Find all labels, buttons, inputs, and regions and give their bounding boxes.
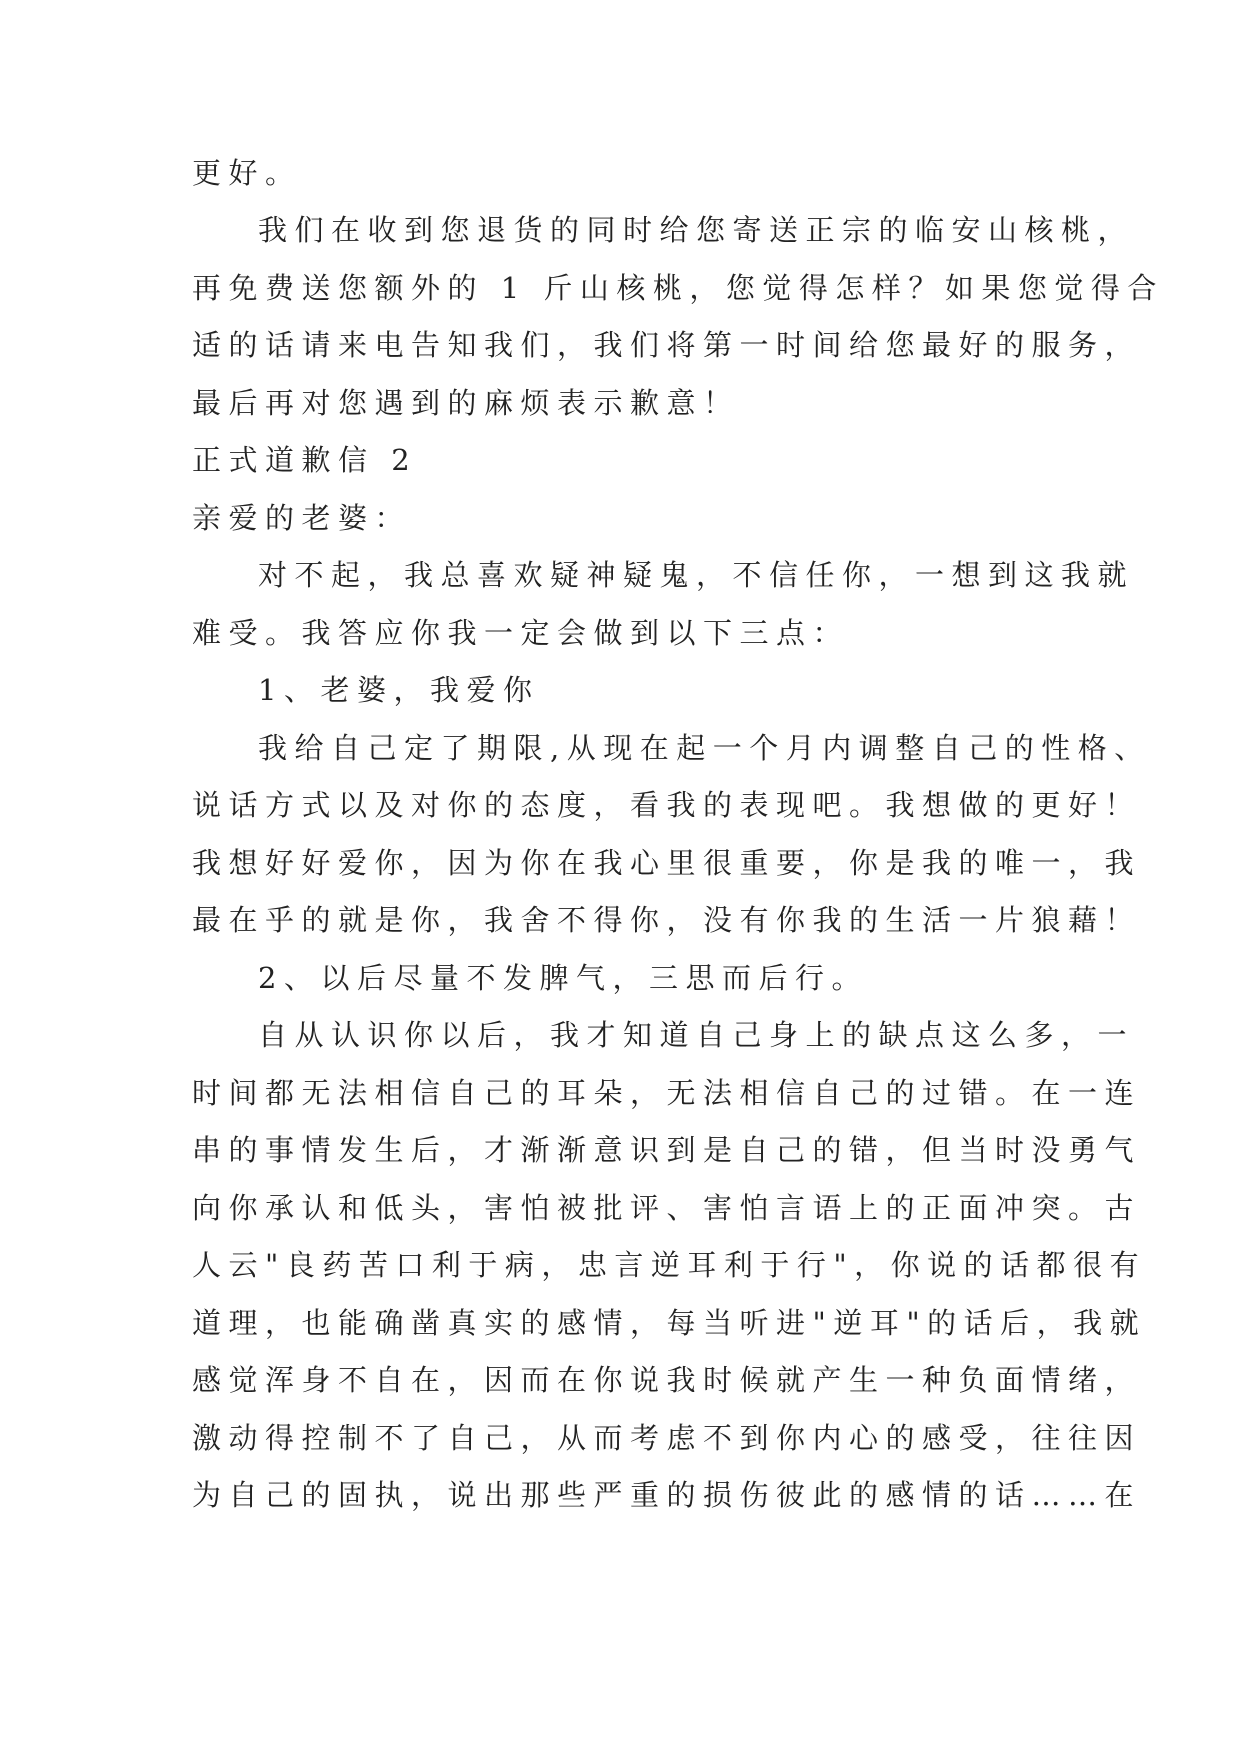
text-line: 最后再对您遇到的麻烦表示歉意！ (192, 386, 740, 420)
text-line: 我想好好爱你，因为你在我心里很重要，你是我的唯一，我 (192, 846, 1142, 880)
text-line: 说话方式以及对你的态度，看我的表现吧。我想做的更好！ (192, 788, 1142, 822)
text-line: 难受。我答应你我一定会做到以下三点： (192, 616, 850, 650)
text-line: 串的事情发生后，才渐渐意识到是自己的错，但当时没勇气 (192, 1133, 1142, 1167)
text-line: 激动得控制不了自己，从而考虑不到你内心的感受，往往因 (192, 1421, 1142, 1455)
paragraph-start: 我们在收到您退货的同时给您寄送正宗的临安山核桃， (258, 213, 1135, 247)
text-line: 再免费送您额外的 1 斤山核桃，您觉得怎样？如果您觉得合 (192, 271, 1164, 305)
text-line: 适的话请来电告知我们，我们将第一时间给您最好的服务， (192, 328, 1142, 362)
salutation: 亲爱的老婆： (192, 501, 412, 535)
text-line: 向你承认和低头，害怕被批评、害怕言语上的正面冲突。古 (192, 1191, 1142, 1225)
list-item-heading: 2、以后尽量不发脾气，三思而后行。 (258, 961, 868, 995)
text-line: 更好。 (192, 156, 302, 190)
text-line: 道理，也能确凿真实的感情，每当听进"逆耳"的话后，我就 (192, 1306, 1147, 1340)
section-heading: 正式道歉信 2 (192, 443, 418, 477)
paragraph-start: 自从认识你以后，我才知道自己身上的缺点这么多，一 (258, 1018, 1135, 1052)
text-line: 时间都无法相信自己的耳朵，无法相信自己的过错。在一连 (192, 1076, 1142, 1110)
list-item-heading: 1、老婆，我爱你 (258, 673, 540, 707)
text-line: 为自己的固执，说出那些严重的损伤彼此的感情的话……在 (192, 1478, 1142, 1512)
text-line: 最在乎的就是你，我舍不得你，没有你我的生活一片狼藉！ (192, 903, 1142, 937)
text-line: 感觉浑身不自在，因而在你说我时候就产生一种负面情绪， (192, 1363, 1142, 1397)
text-line: 人云"良药苦口利于病，忠言逆耳利于行"，你说的话都很有 (192, 1248, 1147, 1282)
paragraph-start: 我给自己定了期限,从现在起一个月内调整自己的性格、 (258, 731, 1151, 765)
paragraph-start: 对不起，我总喜欢疑神疑鬼，不信任你，一想到这我就 (258, 558, 1135, 592)
